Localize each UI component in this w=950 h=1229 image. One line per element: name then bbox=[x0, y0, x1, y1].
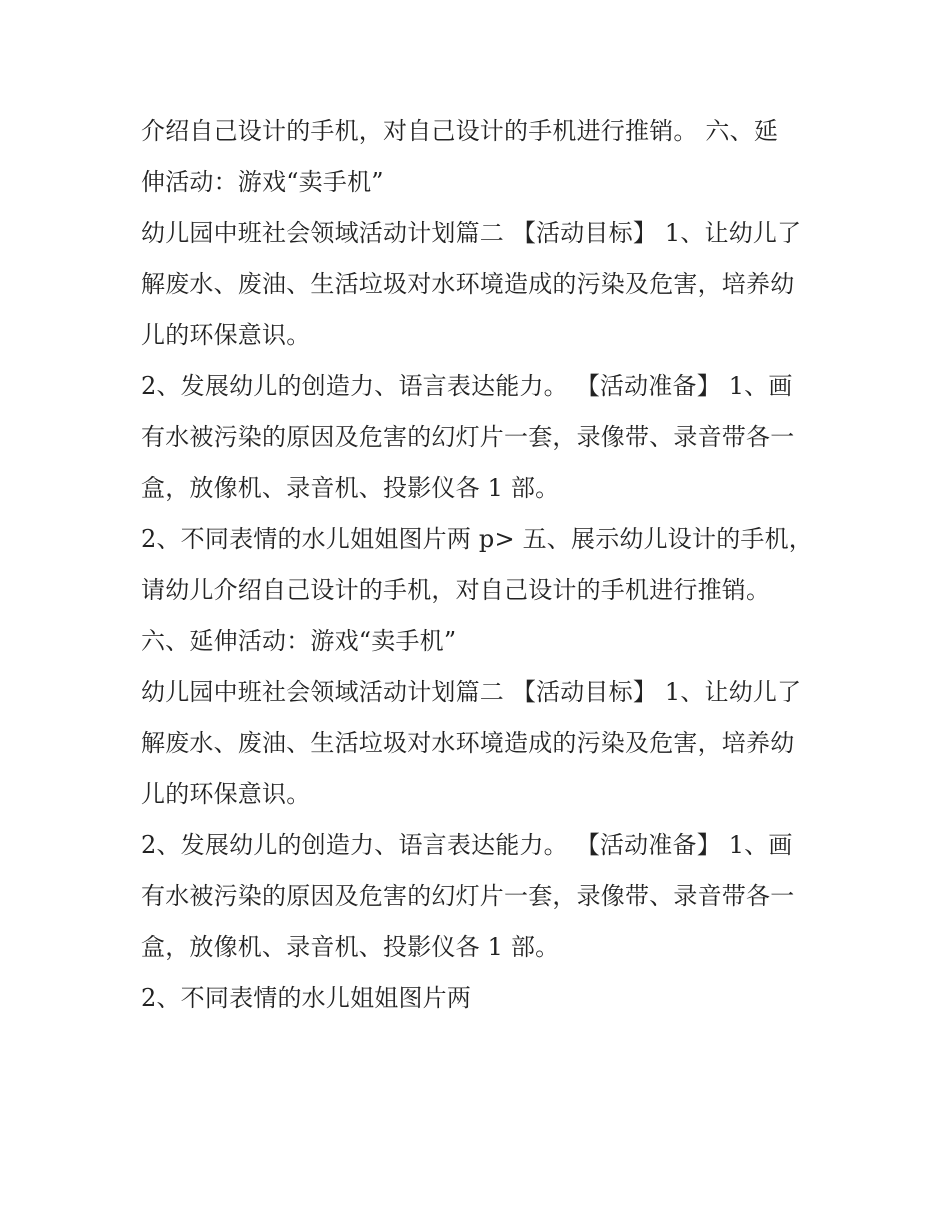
text-line: 2、发展幼儿的创造力、语言表达能力。 【活动准备】 1、画 bbox=[141, 372, 793, 400]
text-line: 有水被污染的原因及危害的幻灯片一套，录像带、录音带各一 bbox=[141, 882, 795, 910]
text-line: 解废水、废油、生活垃圾对水环境造成的污染及危害，培养幼 bbox=[141, 729, 795, 757]
text-line: 盒，放像机、录音机、投影仪各 1 部。 bbox=[141, 474, 560, 502]
text-line: 解废水、废油、生活垃圾对水环境造成的污染及危害，培养幼 bbox=[141, 270, 795, 298]
text-line: 儿的环保意识。 bbox=[141, 321, 311, 349]
text-line: 伸活动：游戏“卖手机” bbox=[141, 168, 384, 196]
text-line: 盒，放像机、录音机、投影仪各 1 部。 bbox=[141, 933, 560, 961]
body-text bbox=[141, 106, 816, 1024]
text-line: 幼儿园中班社会领域活动计划篇二 【活动目标】 1、让幼儿了 bbox=[141, 219, 802, 247]
text-line: 儿的环保意识。 bbox=[141, 780, 311, 808]
text-line: 2、发展幼儿的创造力、语言表达能力。 【活动准备】 1、画 bbox=[141, 831, 793, 859]
text-line: 2、不同表情的水儿姐姐图片两 bbox=[141, 984, 472, 1012]
text-line: 请幼儿介绍自己设计的手机，对自己设计的手机进行推销。 bbox=[141, 576, 771, 604]
text-line: 幼儿园中班社会领域活动计划篇二 【活动目标】 1、让幼儿了 bbox=[141, 678, 802, 706]
text-line: 2、不同表情的水儿姐姐图片两 p> 五、展示幼儿设计的手机， bbox=[141, 525, 813, 553]
text-line: 介绍自己设计的手机，对自己设计的手机进行推销。 六、延 bbox=[141, 117, 779, 145]
text-line: 有水被污染的原因及危害的幻灯片一套，录像带、录音带各一 bbox=[141, 423, 795, 451]
text-line: 六、延伸活动：游戏“卖手机” bbox=[141, 627, 457, 655]
